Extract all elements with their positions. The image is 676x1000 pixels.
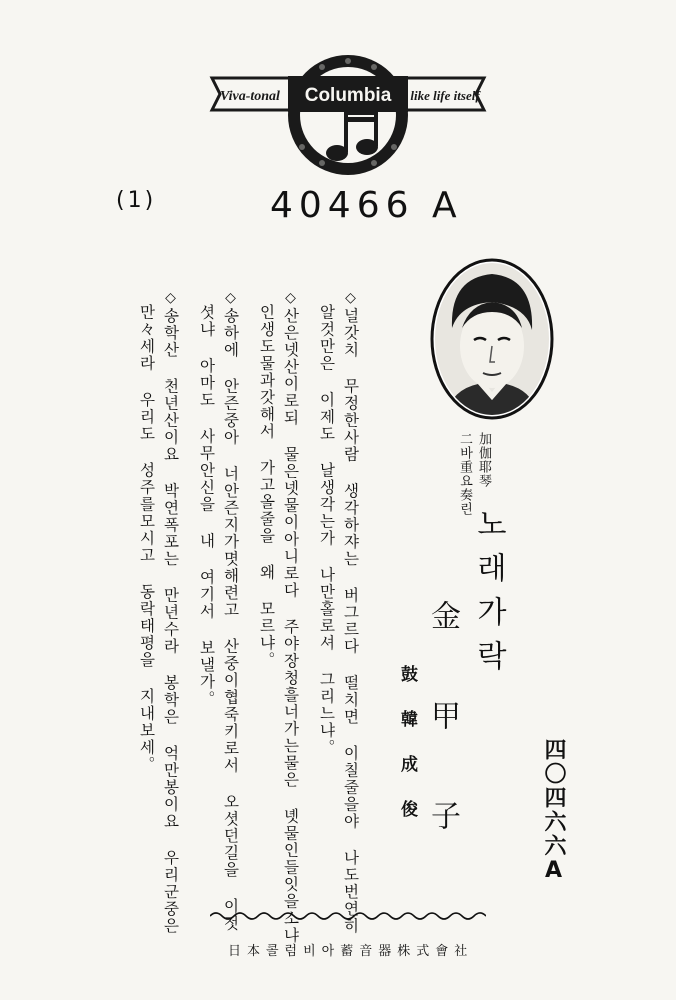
- lyric-line: 인생도물과갓해서 가고올줄을 왜 모르냐。: [257, 304, 276, 669]
- like-life-text: like life itself: [410, 88, 480, 103]
- lyric-line: ◇송학산 천년산이요 박연폭포는 만년수라 봉학은 억만봉이요 우리군중은: [161, 290, 180, 935]
- record-number: 40466 A: [270, 185, 463, 226]
- lyric-line: ◇산은넷산이로되 물은넷물이아니로다 주야장청흘너가는물은 녯물인들잇을소냐: [281, 290, 300, 944]
- singer-portrait: [430, 258, 554, 420]
- accompaniment-col-2: 二바重요奏린: [457, 432, 472, 516]
- diamond-bullet-icon: ◇: [342, 290, 359, 308]
- lyric-line: 만々세라 우리도 성주를모시고 동락태평을 지내보세。: [137, 304, 156, 773]
- accompaniment-col-1: 加伽耶琴: [476, 432, 491, 488]
- lyric-line: 알것만은 이제도 날생각는가 나만홀로셔 그리느냐。: [317, 304, 336, 756]
- side-number: (1): [116, 188, 157, 213]
- viva-tonal-text: Viva-tonal: [220, 89, 280, 104]
- columbia-brand-text: Columbia: [304, 85, 392, 106]
- lyric-line: ◇널갓치 무정한사람 생각하쟈는 버그르다 떨치면 이칠줄을야 나도번연히: [341, 290, 360, 935]
- diamond-bullet-icon: ◇: [162, 290, 179, 308]
- company-name: 日本콜럼비아蓄音器株式會社: [228, 944, 474, 959]
- song-title: 노래가락: [471, 508, 506, 684]
- decorative-divider: [210, 910, 486, 922]
- drummer-name: 鼓韓成俊: [397, 665, 417, 845]
- lyric-line: 셧냐 아마도 사무안신을 내 여기서 보낼가。: [197, 304, 216, 708]
- columbia-logo: [204, 50, 492, 180]
- diamond-bullet-icon: ◇: [222, 290, 239, 308]
- diamond-bullet-icon: ◇: [282, 290, 299, 308]
- lyric-line: ◇송하에 안즌중아 너안즌지가몃해련고 산중이협죽키로서 오셧던길을 이젓: [221, 290, 240, 932]
- catalog-number-vertical: 四〇四六六A: [541, 738, 566, 885]
- singer-name: 金甲子: [425, 600, 460, 900]
